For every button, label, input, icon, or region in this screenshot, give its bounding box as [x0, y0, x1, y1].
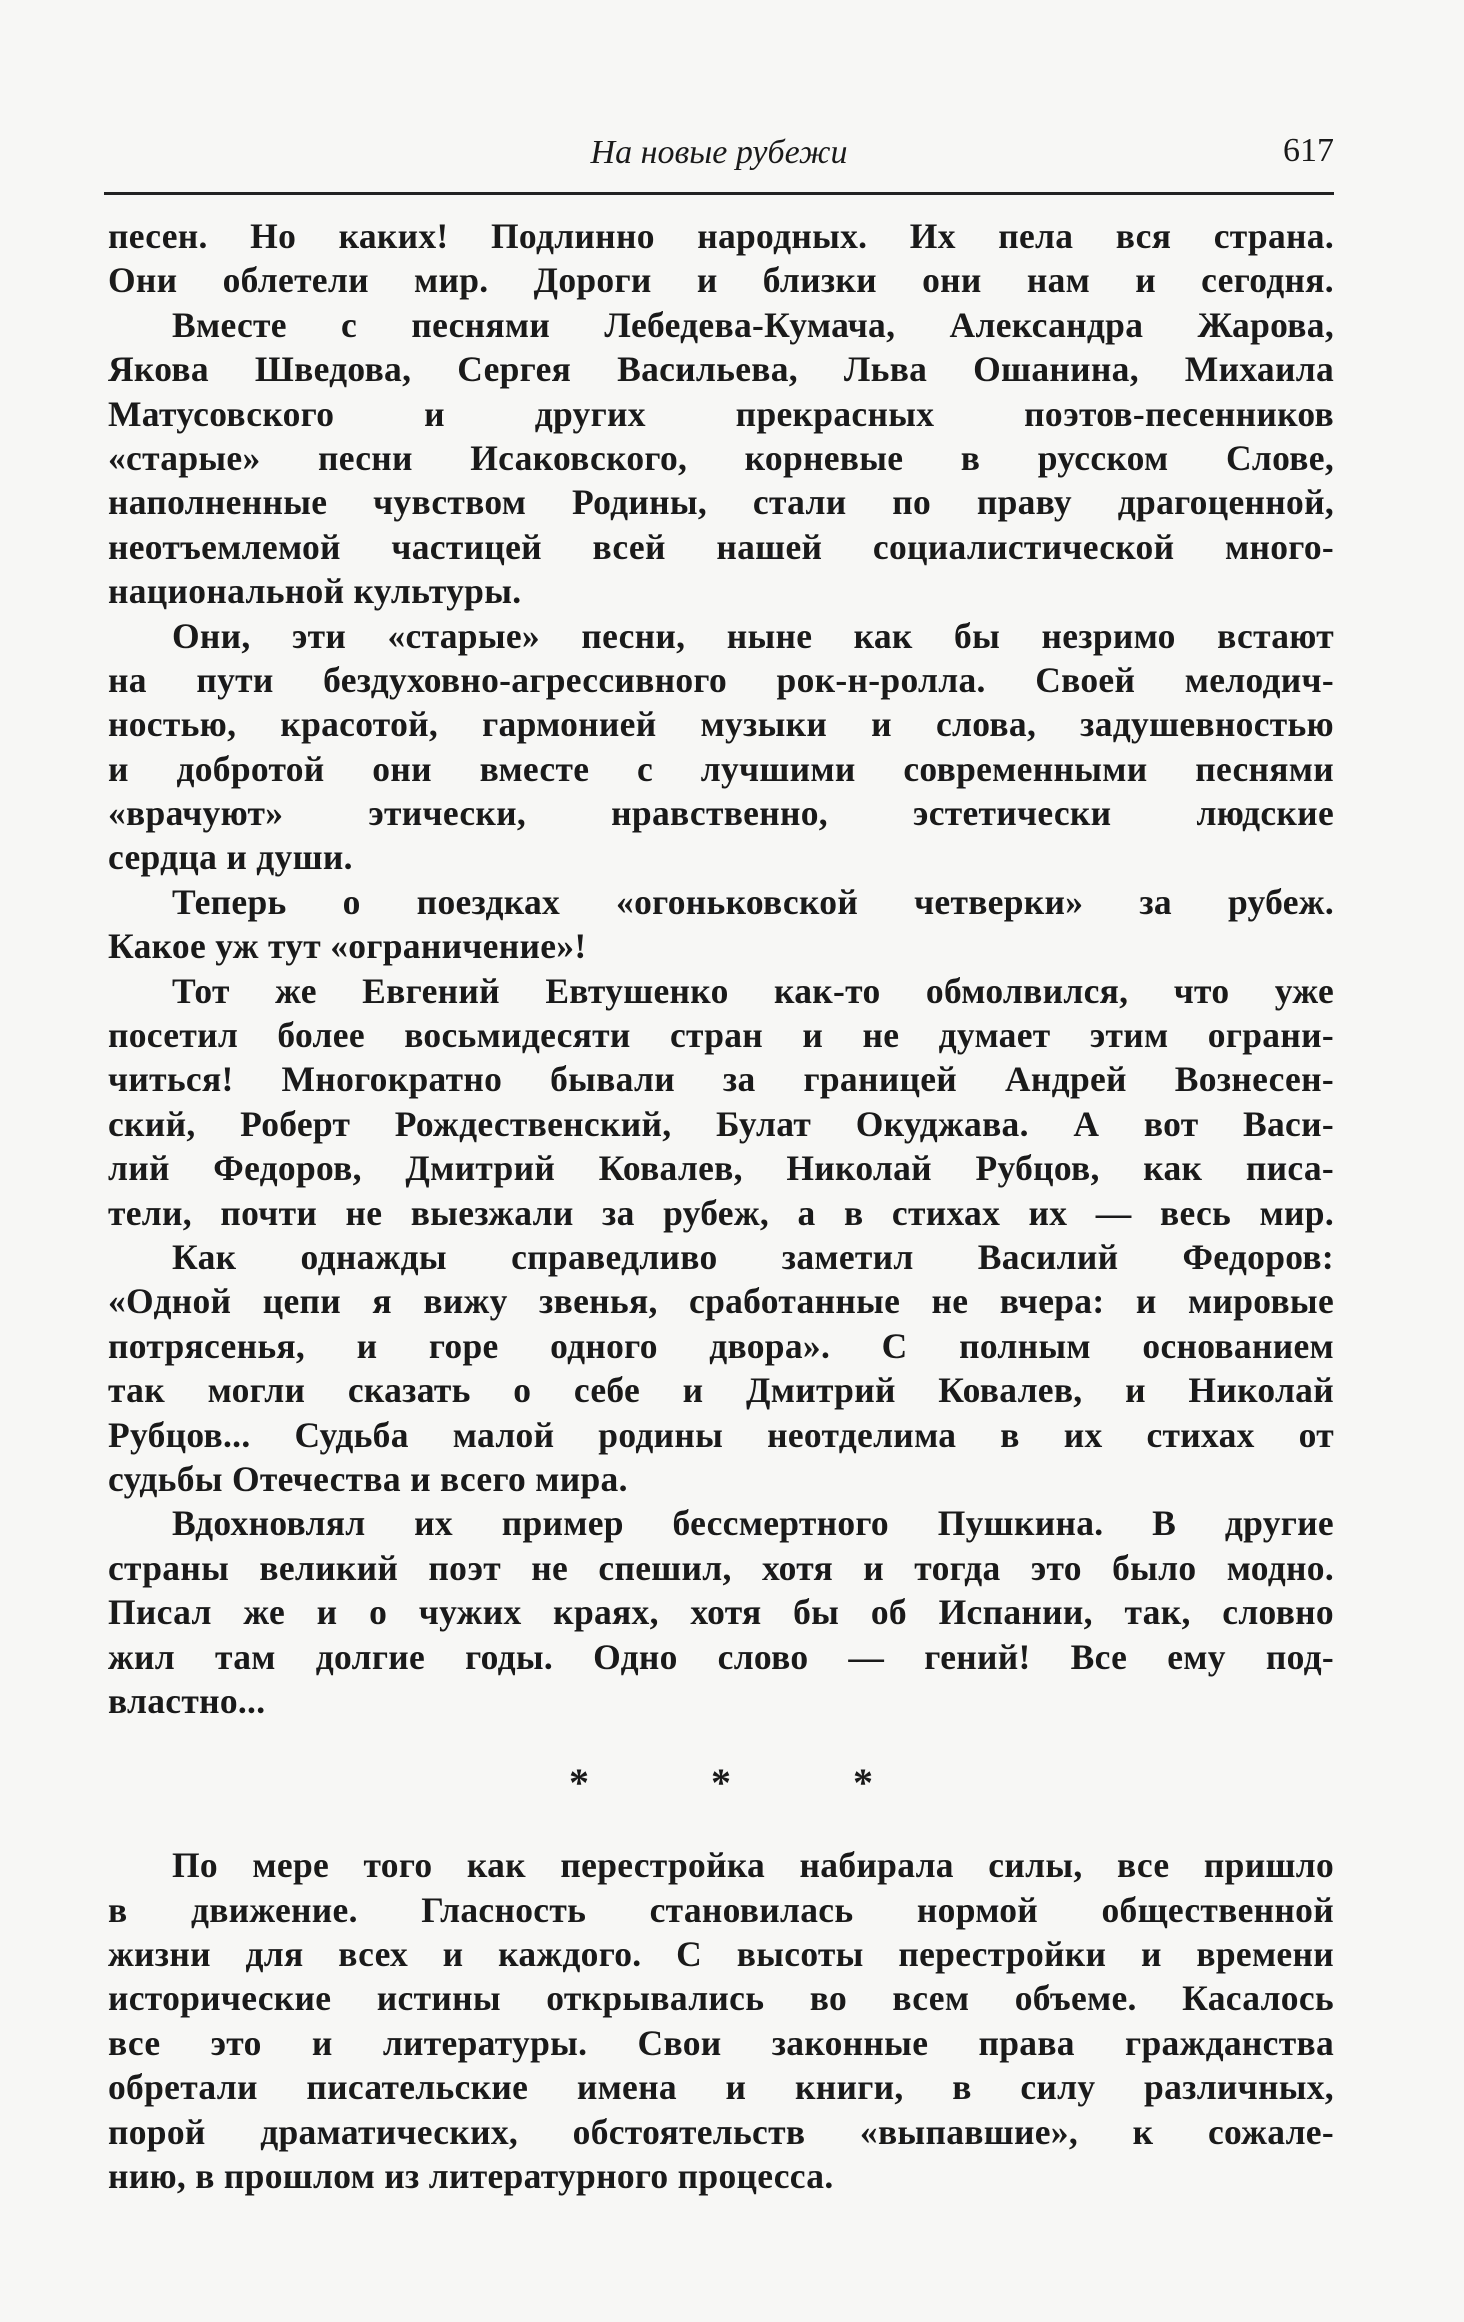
text-line: Якова Шведова, Сергея Васильева, Льва Ошанина, Михаила: [108, 349, 1334, 390]
running-title: На новые рубежи: [590, 134, 848, 171]
section-separator: * * *: [569, 1760, 929, 1806]
text-line: песен. Но каких! Подлинно народных. Их пела вся страна.: [108, 216, 1334, 256]
text-line: порой драматических, обстоятельств «выпавшие», к сожале-: [108, 2111, 1334, 2152]
text-line: исторические истины открывались во всем объеме. Касалось: [108, 1978, 1334, 2019]
text-line: Писал же и о чужих краях, хотя бы об Испании, так, словно: [108, 1592, 1334, 1633]
text-line: неотъемлемой частицей всей нашей социалистической много-: [108, 526, 1334, 567]
text-line: читься! Многократно бывали за границей Андрей Вознесен-: [108, 1059, 1334, 1100]
text-line: властно...: [108, 1680, 266, 1721]
text-line: страны великий поэт не спешил, хотя и тогда это было модно.: [108, 1547, 1334, 1588]
text-line: сердца и души.: [108, 837, 353, 878]
text-line: Какое уж тут «ограничение»!: [108, 926, 587, 967]
text-line: лий Федоров, Дмитрий Ковалев, Николай Рубцов, как писа-: [108, 1148, 1334, 1189]
text-line: Они, эти «старые» песни, ныне как бы незримо встают: [172, 615, 1334, 656]
text-line: в движение. Гласность становилась нормой общественной: [108, 1889, 1334, 1930]
text-line: все это и литературы. Свои законные права гражданства: [108, 2022, 1334, 2063]
text-line: так могли сказать о себе и Дмитрий Ковалев, и Николай: [108, 1370, 1334, 1411]
text-line: потрясенья, и горе одного двора». С полным основанием: [108, 1325, 1334, 1366]
text-line: По мере того как перестройка набирала силы, все пришло: [172, 1845, 1334, 1886]
text-line: обретали писательские имена и книги, в силу различных,: [108, 2067, 1334, 2108]
text-line: «Одной цепи я вижу звенья, сработанные не вчера: и мировые: [108, 1281, 1334, 1322]
text-line: Матусовского и других прекрасных поэтов-песенников: [108, 393, 1334, 434]
text-line: посетил более восьмидесяти стран и не думает этим ограни-: [108, 1015, 1334, 1056]
text-line: Как однажды справедливо заметил Василий Федоров:: [172, 1236, 1334, 1277]
section-2: [108, 1843, 1334, 2198]
text-line: «врачуют» этически, нравственно, эстетически людские: [108, 793, 1334, 834]
text-line: Теперь о поездках «огоньковской четверки» за рубеж.: [172, 881, 1334, 922]
running-header: [104, 128, 1334, 178]
text-line: наполненные чувством Родины, стали по праву драгоценной,: [108, 482, 1334, 523]
text-line: жил там долгие годы. Одно слово — гений! Все ему под-: [108, 1636, 1334, 1677]
text-line: жизни для всех и каждого. С высоты перестройки и времени: [108, 1934, 1334, 1975]
text-line: ностью, красотой, гармонией музыки и слова, задушевностью: [108, 704, 1334, 745]
text-line: тели, почти не выезжали за рубеж, а в стихах их — весь мир.: [108, 1192, 1334, 1233]
text-line: нию, в прошлом из литературного процесса.: [108, 2156, 834, 2197]
text-line: и добротой они вместе с лучшими современными песнями: [108, 748, 1334, 789]
text-line: Тот же Евгений Евтушенко как-то обмолвился, что уже: [172, 970, 1334, 1011]
text-line: ский, Роберт Рождественский, Булат Окуджава. А вот Васи-: [108, 1103, 1334, 1144]
text-line: на пути бездуховно-агрессивного рок-н-ролла. Своей мелодич-: [108, 659, 1334, 700]
text-line: Они облетели мир. Дороги и близки они нам и сегодня.: [108, 260, 1334, 301]
text-line: Вместе с песнями Лебедева-Кумача, Александра Жарова,: [172, 304, 1334, 345]
header-rule: [104, 192, 1334, 195]
text-line: национальной культуры.: [108, 571, 522, 612]
body-text: [108, 214, 1334, 2198]
text-line: судьбы Отечества и всего мира.: [108, 1458, 628, 1499]
page-number: 617: [1283, 132, 1334, 169]
text-line: «старые» песни Исаковского, корневые в русском Слове,: [108, 437, 1334, 478]
section-1: [108, 214, 1334, 1723]
text-line: Вдохновлял их пример бессмертного Пушкина. В другие: [172, 1503, 1334, 1544]
text-line: Рубцов... Судьба малой родины неотделима в их стихах от: [108, 1414, 1334, 1455]
